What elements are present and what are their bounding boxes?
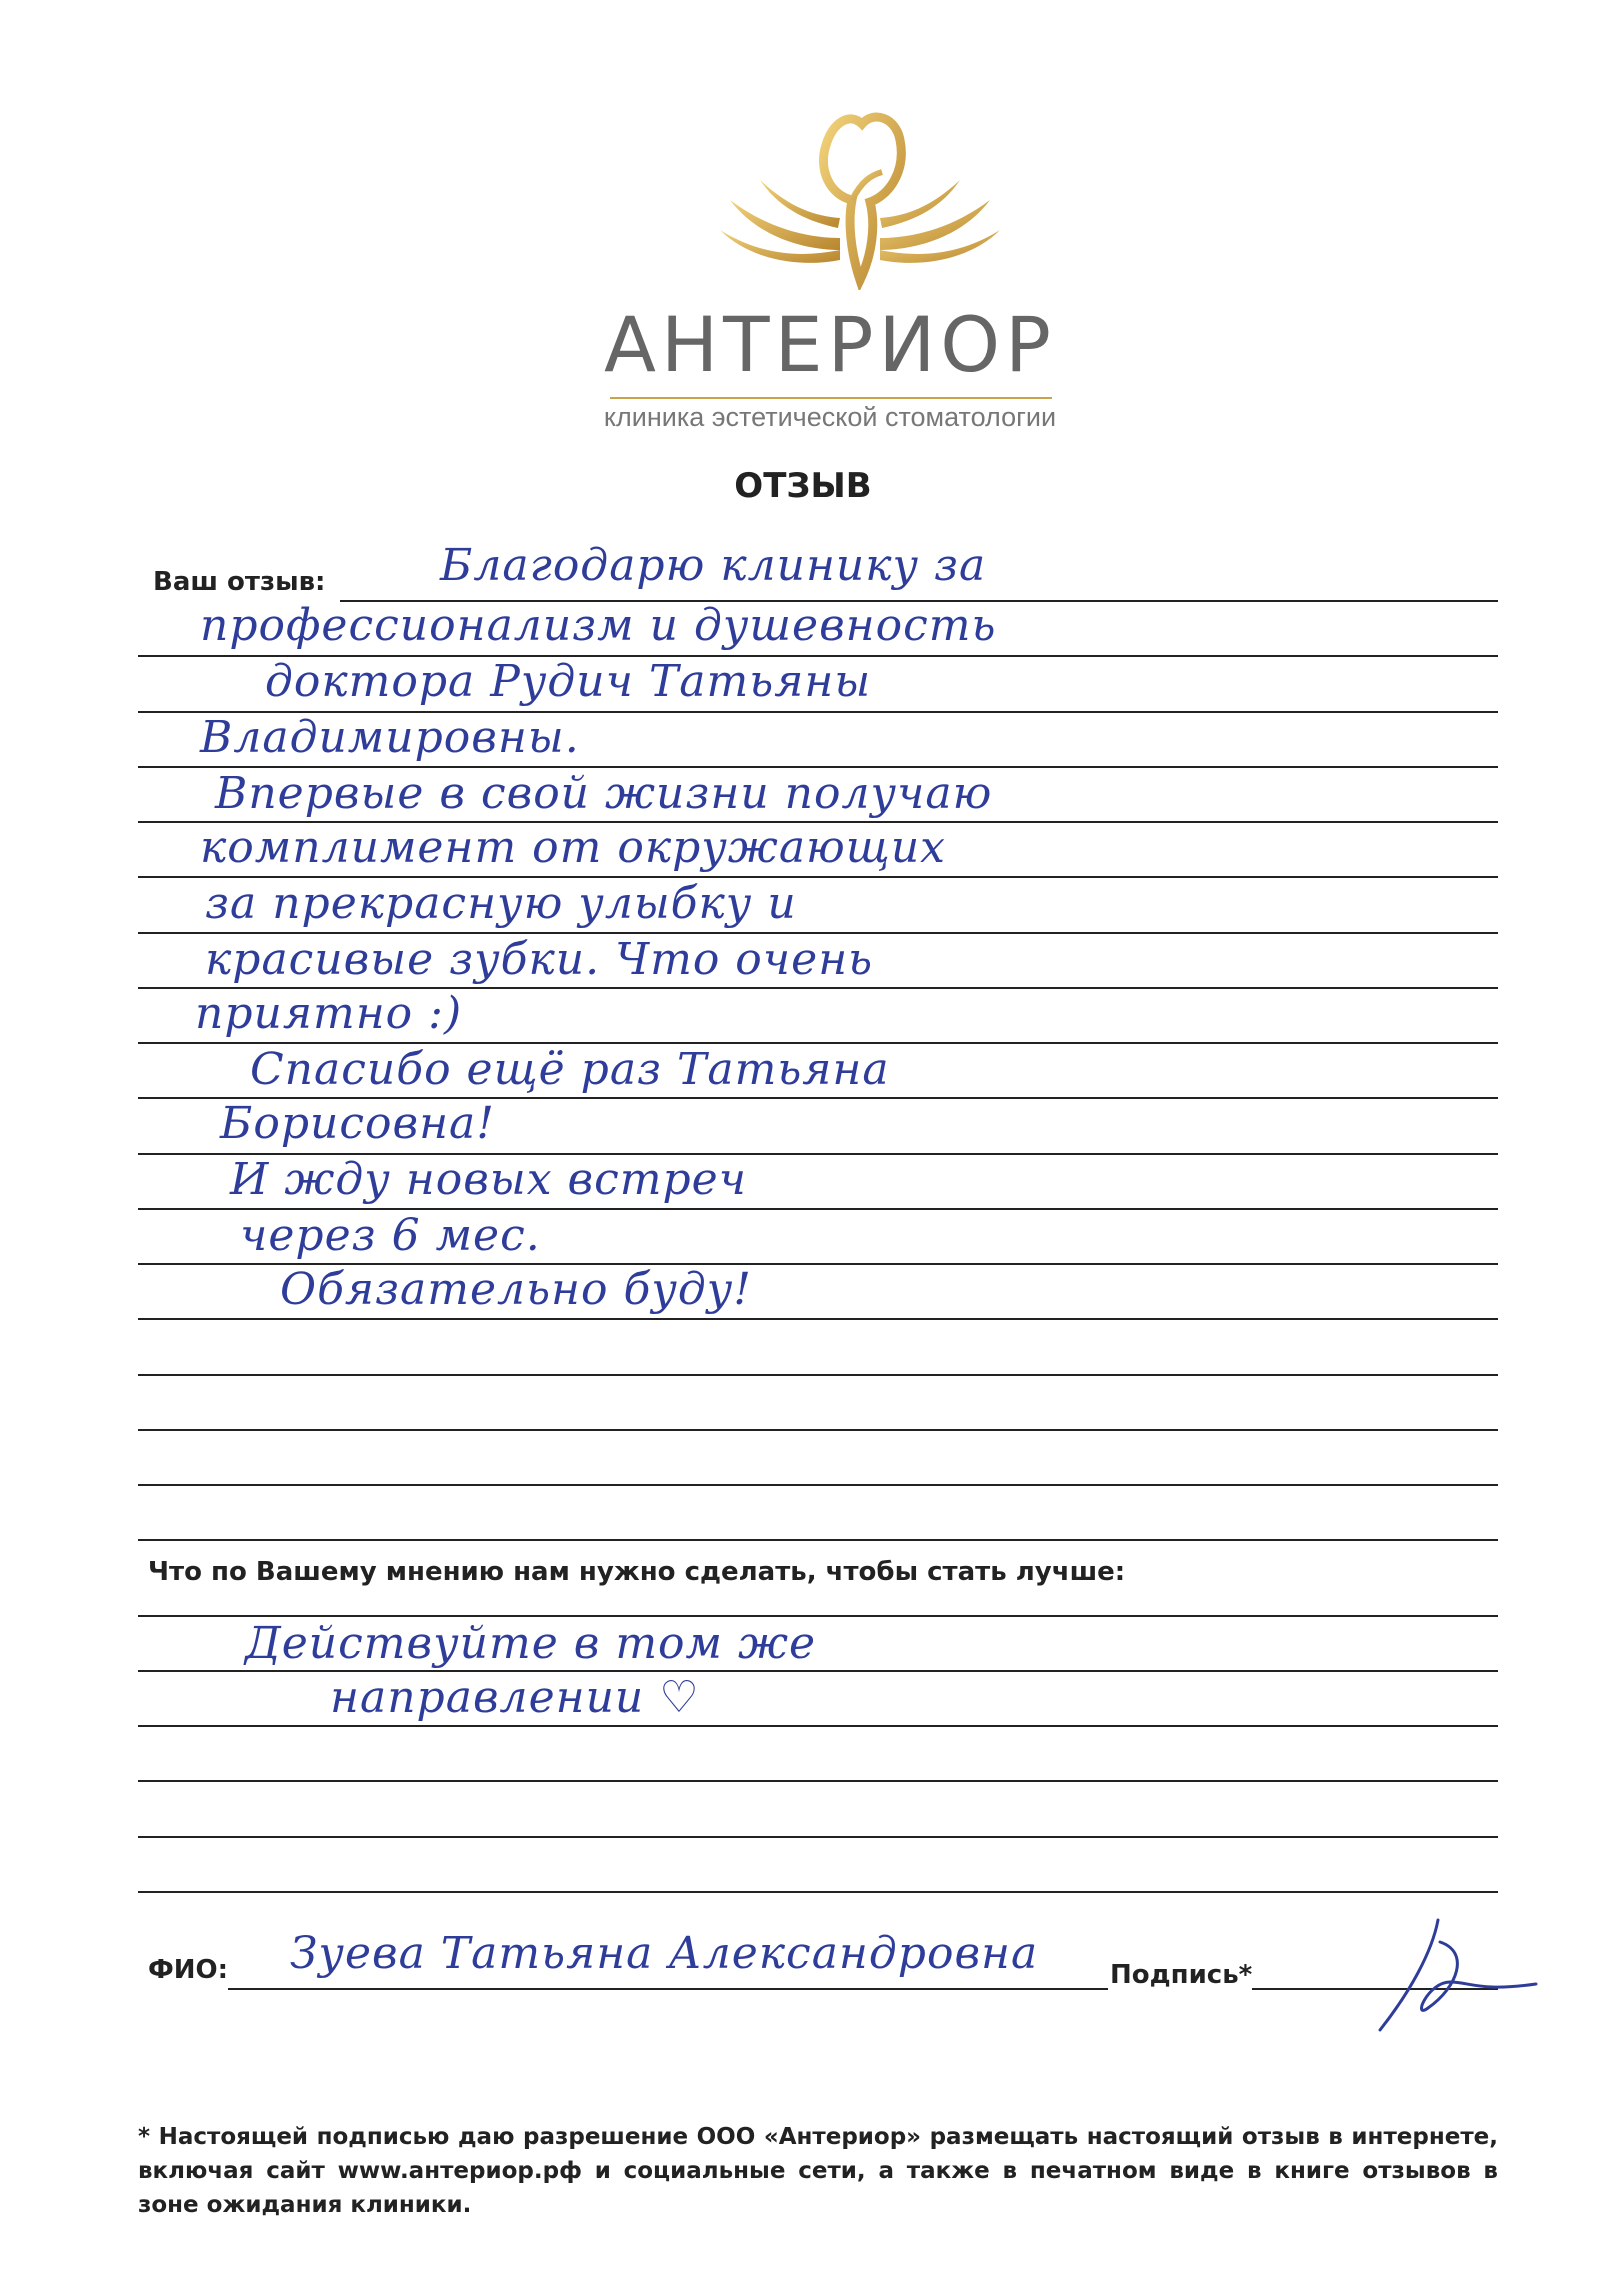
review-handwritten-line: комплимент от окружающих — [200, 822, 946, 873]
review-handwritten-line: доктора Рудич Татьяны — [265, 656, 872, 707]
brand-name: АНТЕРИОР — [604, 300, 1056, 389]
consent-footnote: * Настоящей подписью даю разрешение ООО «Антериор» размещать настоящий отзыв в интернете, включая сайт www.антериор.рф и социальные сети, а также в печатном виде в книге отзывов в зоне ожидания клиники. — [138, 2124, 1498, 2218]
review-handwritten-line: Впервые в свой жизни получаю — [215, 768, 993, 819]
name-handwritten: Зуева Татьяна Александровна — [290, 1928, 1039, 1979]
improvement-handwritten-line: Действуйте в том же — [245, 1618, 817, 1669]
review-handwritten-line: Спасибо ещё раз Татьяна — [250, 1044, 890, 1095]
review-line — [138, 1429, 1498, 1431]
review-label: Ваш отзыв: — [153, 567, 326, 597]
brand-tagline: клиника эстетической стоматологии — [603, 402, 1057, 432]
improvement-line — [138, 1725, 1498, 1727]
clinic-logo-icon — [700, 100, 1020, 290]
handwritten-signature-icon — [1340, 1912, 1540, 2042]
name-label: ФИО: — [148, 1955, 229, 1985]
review-handwritten-line: приятно :) — [195, 988, 463, 1039]
improvement-line — [138, 1615, 1498, 1617]
review-line — [138, 1318, 1498, 1320]
name-line — [228, 1988, 1108, 1990]
review-handwritten-line: профессионализм и душевность — [200, 600, 997, 651]
improvement-line — [138, 1780, 1498, 1782]
improvement-line — [138, 1836, 1498, 1838]
review-line — [138, 1539, 1498, 1541]
review-handwritten-line: красивые зубки. Что очень — [205, 934, 874, 985]
review-line — [138, 1374, 1498, 1376]
review-handwritten-line: через 6 мес. — [240, 1210, 541, 1261]
review-handwritten-line: И жду новых встреч — [230, 1154, 748, 1205]
review-handwritten-line: Обязательно буду! — [280, 1264, 752, 1315]
review-handwritten-line: Благодарю клинику за — [440, 540, 987, 591]
review-handwritten-line: Владимировны. — [200, 712, 580, 763]
improvement-label: Что по Вашему мнению нам нужно сделать, чтобы стать лучше: — [148, 1557, 1126, 1587]
review-handwritten-line: за прекрасную улыбку и — [205, 878, 797, 929]
review-handwritten-line: Борисовна! — [220, 1098, 495, 1149]
improvement-line — [138, 1891, 1498, 1893]
improvement-handwritten-line: направлении ♡ — [330, 1672, 700, 1723]
form-title: ОТЗЫВ — [734, 466, 872, 506]
brand-divider — [610, 397, 1052, 399]
signature-label: Подпись* — [1110, 1960, 1253, 1990]
review-line — [138, 1484, 1498, 1486]
